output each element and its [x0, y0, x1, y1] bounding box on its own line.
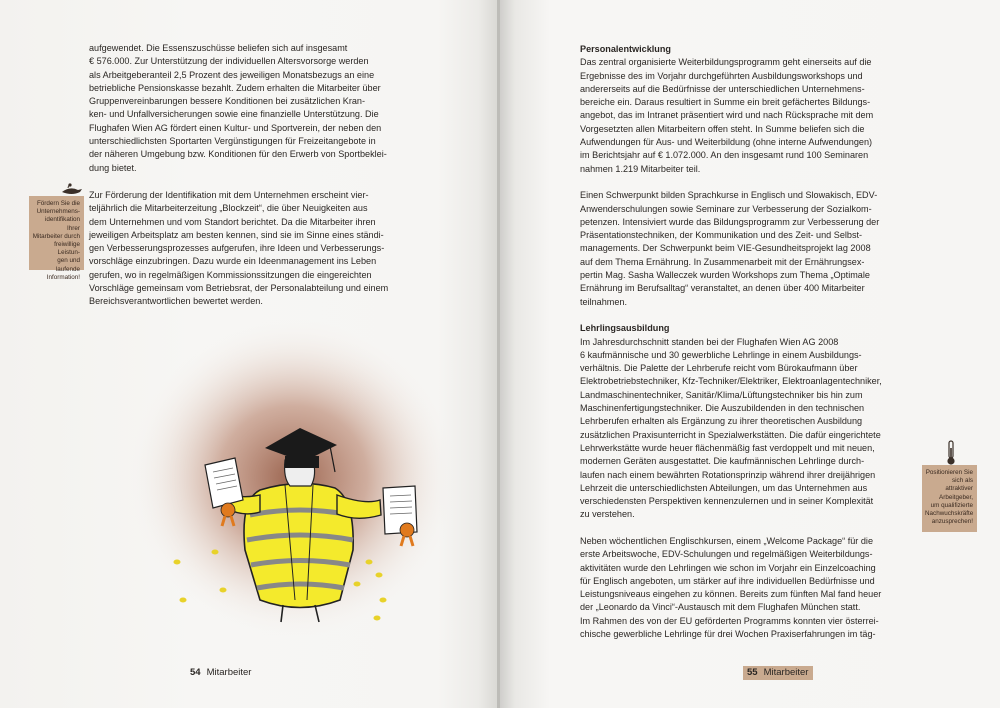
left-paragraph-1 — [89, 42, 439, 175]
thermometer-icon — [945, 440, 957, 466]
right-page-footer — [743, 666, 813, 680]
right-paragraph-4: Neben wöchentlichen Englischkursen, einem „Welcome Package“ für die erste Arbeitswoche, EDV-Schulungen und regelmäßigen Weiterbildungs- aktivitäten wurde den Lehrlingen wie schon im Vorjahr ein Einzelcoaching für Englisch angeboten, um stärker auf ihre individuellen Bedürfnisse und Leistungsniveaus eingehen zu können. Bereits zum fünften Mal fand heuer der „Leonardo da Vinci“-Austausch mit dem Flughafen München statt. Im Rahmen des von der EU geförderten Programms konnten vier österrei- chische gewerbliche Lehrlinge für drei Wochen Praxiserfahrungen im täg- — [580, 535, 882, 640]
right-margin-note: Positionieren Sie sich als attraktiver Arbeitgeber, um qualifizierte Nachwuchskräfte anzusprechen! — [922, 465, 977, 532]
right-page-number: 55 — [747, 667, 758, 678]
right-paragraph-3: Im Jahresdurchschnitt standen bei der Flughafen Wien AG 2008 6 kaufmännische und 30 gewerbliche Lehrlinge in einem Ausbildungs- verhältnis. Die Palette der Lehrberufe reicht vom Bürokaufmann über Elektrobetriebstechniker, Kfz-Techniker/Elektriker, Elektroanlagentechniker, Landmaschinentechniker, Sanitär/Klima/Lüftungstechniker bis hin zum Maschinenfertigungstechniker. Die Auszubildenden in den technischen Lehrberufen erhalten als Ergänzung zu ihrer theoretischen Ausbildung zusätzlichen Praxisunterricht in Spezialwerkstätten. Die dafür eingerichtete Lehrwerkstätte wurde heuer flächenmäßig fast verdoppelt und mit neuen, modernen Geräten ausgestattet. Die kaufmännischen Lehrlinge durch- laufen nach einem bewährten Rotationsprinzip während ihrer dreijährigen Lehrzeit die unterschiedlichsten Abteilungen, um das Unternehmen aus verschiedensten Perspektiven kennenzulernen und in seiner Komplexität zu verstehen. — [580, 336, 882, 520]
left-paragraph-1-text: aufgewendet. Die Essenszuschüsse beliefen sich auf insgesamt € 576.000. Zur Unterstützung der individuellen Altersvorsorge werden als Arbeitgeberanteil 2,5 Prozent des jeweiligen Monatsbezugs an eine betriebliche Pensionskasse bezahlt. Zudem erhalten die Mitarbeiter über Gruppenvereinbarungen bessere Konditionen bei zusätzlichen Kran- ken- und Unfallversicherungen sowie eine finanzielle Unterstützung. Die Flughafen Wien AG fördert einen Kultur- und Sportverein, der neben den unterschiedlichsten Sportarten Vergünstigungen für Freizeitangebote in der näheren Umgebung bzw. Konditionen für den Erwerb von Sportbeklei- dung bietet. — [89, 43, 387, 173]
right-paragraph-1: Das zentral organisierte Weiterbildungsprogramm geht einerseits auf die Ergebnisse des im Vorjahr durchgeführten Ausbildungsworkshops und andererseits auf die Bedürfnisse der unterschiedlichen Unternehmens- bereiche ein. Daraus resultiert in Summe ein breit gefächertes Bildungs- angebot, das im Intranet präsentiert wird und nach Rücksprache mit dem Vorgesetzten allen Mitarbeitern offen steht. In Summe beliefen sich die Aufwendungen für Aus- und Weiterbildung (ohne interne Aufwendungen) im Berichtsjahr auf € 1.072.000. An den insgesamt rund 100 Seminaren nahmen 1.219 Mitarbeiter teil. — [580, 57, 874, 174]
left-margin-note: Fördern Sie die Unternehmens- identifikation Ihrer Mitarbeiter durch freiwillige Leistun- gen und laufende Information! — [29, 196, 84, 270]
left-page-footer — [190, 666, 251, 680]
right-page-text — [580, 43, 920, 641]
right-section-label: Mitarbeiter — [763, 667, 809, 678]
heading-lehrlingsausbildung: Lehrlingsausbildung — [580, 323, 670, 334]
heading-personalentwicklung: Personalentwicklung — [580, 44, 671, 54]
left-section-label: Mitarbeiter — [206, 667, 252, 678]
left-paragraph-2 — [89, 189, 439, 309]
graduate-with-certificates-illustration — [125, 300, 455, 640]
left-paragraph-2-text: Zur Förderung der Identifikation mit dem Unternehmen erscheint vier- teljährlich die Mitarbeiterzeitung „Blockzeit“, die über Neuigkeiten aus dem Unternehmen und vom Standort berichtet. Da die Mitarbeiter ihren jeweiligen Arbeitsplatz am besten kennen, sind sie im Sinne eines ständi- gen Verbesserungsprozesses aufgerufen, ihre Ideen und Verbesserungs- vorschläge einzubringen. Dazu wurde ein Ideenmanagement ins Leben gerufen, wo in regelmäßigen Kommissionssitzungen die eingereichten Vorschläge gemeinsam vom Betriebsrat, der Personalabteilung und einem Bereichsverantwortlichen bewertet werden. — [89, 190, 389, 307]
left-page — [0, 0, 498, 708]
right-paragraph-2: Einen Schwerpunkt bilden Sprachkurse in Englisch und Slowakisch, EDV- Anwenderschulungen sowie Seminare zur Verbesserung der Sozialkom- petenzen. Intensiviert wurde das Bildungsprogramm zur Verbesserung der Präsentationstechniken, der Kommunikation und des Zeit- und Selbst- managements. Der Schwerpunkt beim VIE-Gesundheitsprojekt lag 2008 auf dem Thema Ernährung. In Zusammenarbeit mit der Ernährungsex- pertin Mag. Sasha Walleczek wurden Workshops zum Thema „Optimale Ernährung im Berufsalltag“ veranstaltet, an denen über 400 Mitarbeiter teilnahmen. — [580, 190, 880, 307]
left-page-number: 54 — [190, 667, 201, 678]
